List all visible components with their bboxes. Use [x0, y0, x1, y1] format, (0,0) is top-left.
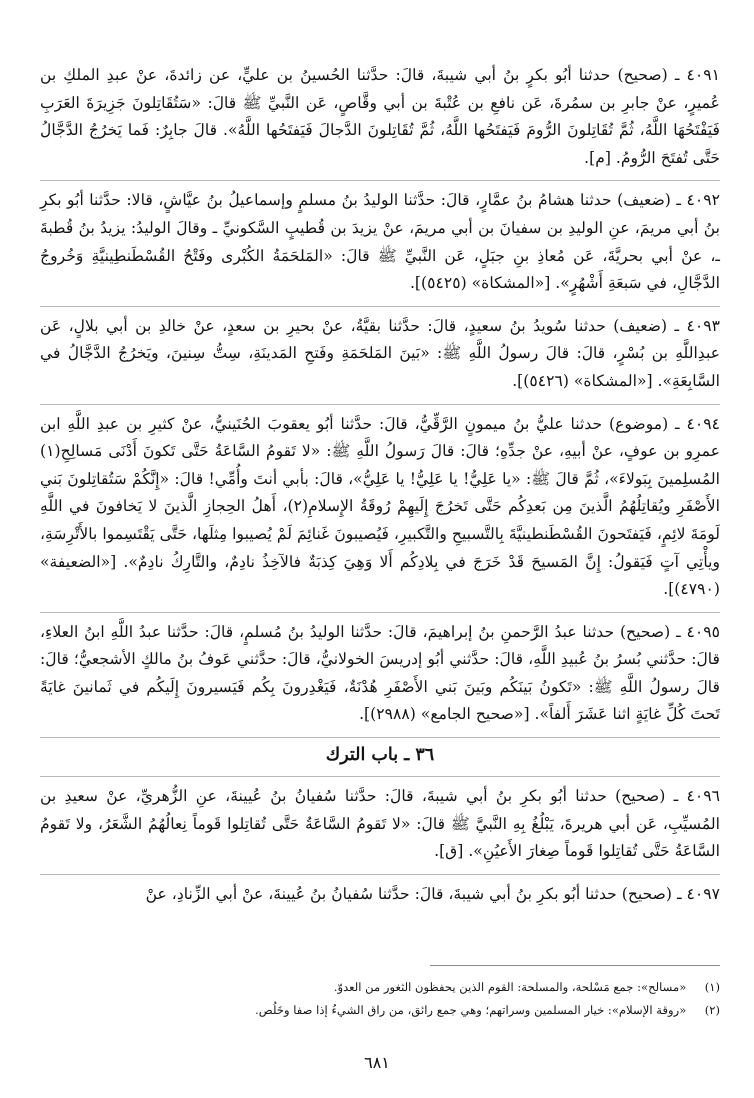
- hadith-4097: ٤٠٩٧ ـ (صحيح) حدثنا أبُو بكرِ بنُ أبي شيبةَ، قالَ: حدَّثنا سُفيانُ بنُ عُيينةَ، عنْ أبي الزِّنادِ، عنْ: [40, 874, 720, 917]
- footnote-1: [40, 976, 720, 999]
- footnote-number: (١): [704, 980, 720, 994]
- page-number: ٦٨١: [364, 1053, 390, 1072]
- footnote-divider: [430, 965, 720, 966]
- footnote-text: «مسالح»: جمع مَسْلحة، والمسلحة: القوم الذين يحفظون الثغور من العدوّ.: [333, 980, 687, 994]
- footnote-number: (٢): [704, 1003, 720, 1017]
- hadith-4091: ٤٠٩١ ـ (صحيح) حدثنا أبُو بكرٍ بنُ أبي شيبةَ، قالَ: حدَّثنا الحُسينُ بن عليٍّ، عن زائدةَ، عنْ عبدِ الملكِ بن عُميرٍ، عنْ جابرِ بن سمُرةَ، عَن نافعِ بن عُتْبةَ بن أبي وقَّاصٍ، عَن النَّبيِّ ﷺ قالَ: «سَتُقَاتِلونَ جَزِيرَةَ العَرَبِ فَيَفْتَحُهَا اللَّهُ، ثُمَّ تُقَاتِلونَ الرُّومَ فَيَفتَحُها اللَّهُ، ثُمَّ تُقَاتِلونَ الدَّجالَ فَيَفتَحُها اللَّهُ». قالَ جابِرٌ: فَما يَخرُجُ الدَّجَّالُ حَتَّى تُفتَحَ الرُّومُ. [م].: [40, 66, 720, 167]
- hadith-4092: ٤٠٩٢ ـ (ضعيف) حدثنا هشامُ بنُ عمَّارٍ، قالَ: حدَّثنا الوليدُ بنُ مسلمٍ وإسماعيلُ بنُ عيَّاشٍ، قالا: حدَّثنا أبُو بكرِ بنُ أبي مريمَ، عنِ الوليدِ بن سفيانَ بن أبي مريمَ، عنْ يزيدَ بن قُطيبٍ السَّكونيِّ ـ وقالَ الوليدُ: يزيدُ بنُ قُطبةَ ـ، عنْ أبي بحريَّةَ، عَن مُعاذِ بنِ جبَلٍ، عَن النَّبيِّ ﷺ قالَ: «المَلحَمَةُ الكُبْرى وفَتْحُ القُسْطَنطِينيَّةِ وَخُروجُ الدَّجَّالِ، في سَبعَةِ أَشْهُرٍ». [«المشكاة» (٥٤٢٥)].: [40, 180, 720, 305]
- footnotes: [40, 976, 720, 1022]
- hadith-4093: ٤٠٩٣ ـ (ضعيف) حدثنا سُويدُ بنُ سعيدٍ، قالَ: حدَّثنا بقيَّةُ، عنْ بحيرِ بن سعدٍ، عنْ خالدِ بن أبي بلالٍ، عَن عبدِاللَّهِ بن بُسْرٍ، قالَ: قالَ رسولُ اللَّهِ ﷺ: «بَينَ المَلحَمَةِ وفَتحِ المَدينَةِ، سِتُّ سِنينَ، ويَخرُجُ الدَّجَّالُ في السَّابِعَةِ». [«المشكاة» (٥٤٢٦)].: [40, 306, 720, 404]
- chapter-heading: ٣٦ ـ باب الترك: [40, 737, 720, 776]
- hadith-4096: ٤٠٩٦ ـ (صحيح) حدثنا أبُو بكرِ بنُ أبي شيبةَ، قالَ: حدَّثنا سُفيانُ بنُ عُيينةَ، عنِ الزُّهريِّ، عنْ سعيدِ بن المُسيِّبِ، عَن أبي هريرةَ، يَبْلُغُ بِهِ النَّبيَّ ﷺ قالَ: «لا تَقومُ السَّاعَةُ حَتَّى تُقاتِلوا قَوماً نِعالُهُمُ الشَّعَرُ، ولا تَقومُ السَّاعَةُ حَتَّى تُقاتِلوا قَوماً صِغارَ الأَعيُنِ». [ق].: [40, 776, 720, 874]
- footnote-text: «روقة الإسلام»: خيار المسلمين وسراتهم؛ وهي جمع رائق، من راق الشيءُ إذا صفا وخَلُص.: [255, 1003, 687, 1017]
- footnote-2: [40, 999, 720, 1022]
- hadith-4094: ٤٠٩٤ ـ (موضوع) حدثنا عليُّ بنُ ميمونٍ الرَّقِّيُّ، قالَ: حدَّثنا أبُو يعقوبَ الحُنَينيُّ، عنْ كثيرِ بن عبدِ اللَّهِ ابن عمرِو بن عوفٍ، عنْ أبيهِ، عنْ جدِّهِ؛ قالَ: قالَ رَسولُ اللَّهِ ﷺ: «لا تَقومُ السَّاعَةُ حَتَّى تَكونَ أَدْنَى مَسالِحِ(١) المُسلِمينَ بِبَولاءَ»، ثُمَّ قالَ ﷺ: «يا عَلِيُّ! يا عَلِيُّ! يا عَلِيُّ»، قالَ: بأبي أنتَ وأُمِّي! قالَ: «إِنَّكُمْ سَتُقاتِلونَ بَني الأَصْفَرِ ويُقاتِلُهُمُ الَّذينَ مِن بَعدِكُم حَتَّى تَخرُجَ إِلَيهِمْ رُوقَةُ الإِسلامِ(٢)، أَهلُ الحِجازِ الَّذينَ لا يَخافونَ في اللَّهِ لَومَةَ لائِمٍ، فَيَفتَحونَ القُسْطَنطينيَّةَ بِالتَّسبيحِ والتَّكبيرِ، فَيُصيبونَ غَنائِمَ لَمْ يُصيبوا مِثلَها، حَتَّى يَقْتَسِموا بالأَتْرِسَةِ، ويأْتِي آتٍ فَيَقولُ: إِنَّ المَسيحَ قَدْ خَرَجَ في بِلادِكُم أَلا وَهِيَ كِذبَةٌ فالآخِذُ نادِمٌ، والتَّارِكُ نادِمٌ». [«الضعيفة» (٤٧٩٠)].: [40, 404, 720, 612]
- hadith-4095: ٤٠٩٥ ـ (صحيح) حدثنا عبدُ الرَّحمنِ بنُ إبراهيمَ، قالَ: حدَّثنا الوليدُ بنُ مُسلمٍ، قالَ: حدَّثنا عبدُ اللَّهِ ابنُ العلاءِ، قالَ: حدَّثني بُسرُ بنُ عُبيدِ اللَّهِ، قالَ: حدَّثني أبُو إدريسَ الخولانيُّ، قالَ: حدَّثني عَوفُ بنُ مالكٍ الأشجعيُّ؛ قالَ: قالَ رسولُ اللَّهِ ﷺ: «تَكونُ بَينَكُم وبَينَ بَني الأَصْفَرِ هُدْنَةٌ، فَيَغْدِرونَ بِكُم فَيَسيرونَ إِلَيكُم في ثَمانينَ غايَةً تَحتَ كُلِّ غايَةٍ اثنا عَشَرَ أَلفاً». [«صحيح الجامع» (٢٩٨٨)].: [40, 612, 720, 737]
- main-text: [40, 62, 720, 916]
